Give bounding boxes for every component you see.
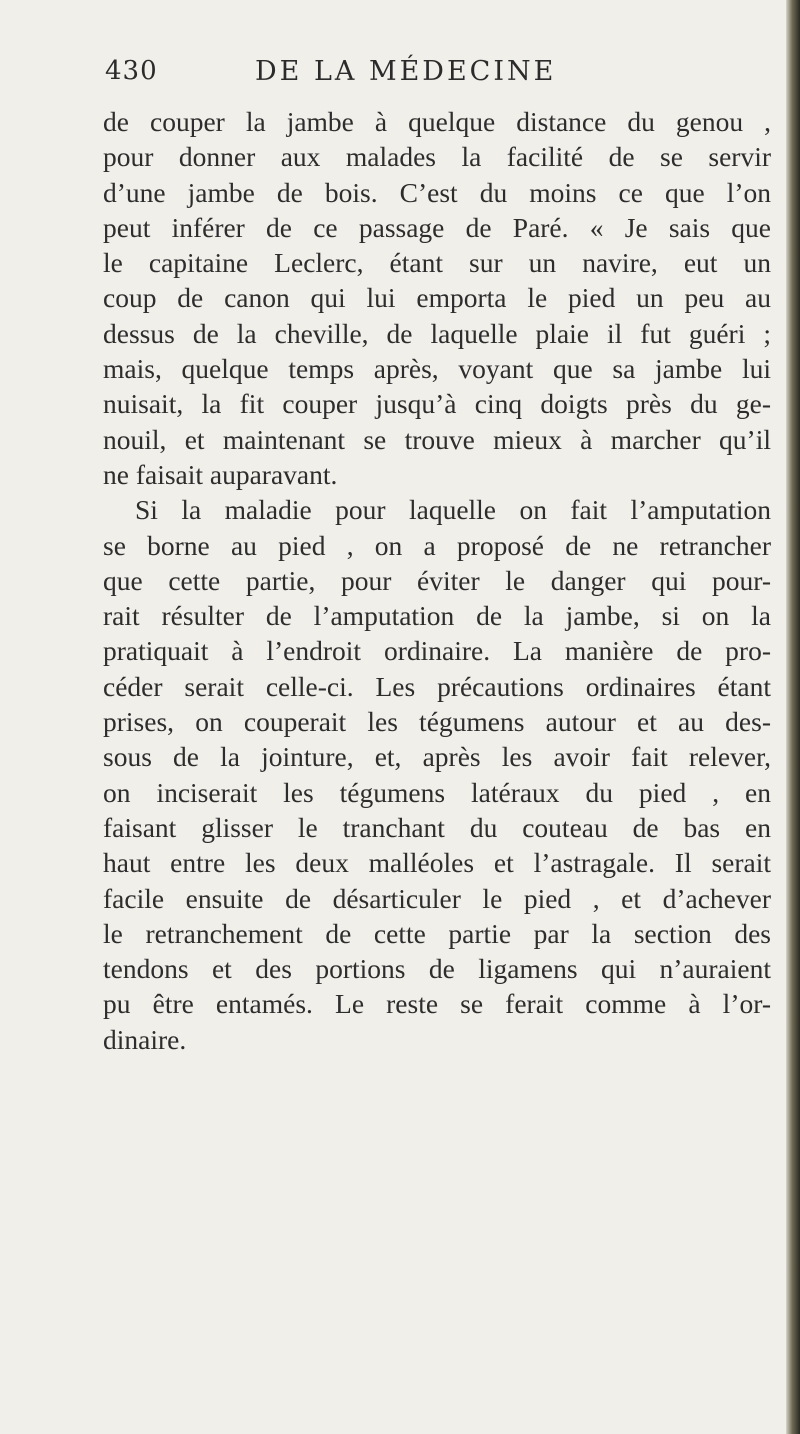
- text-line: se borne au pied , on a proposé de ne retrancher: [103, 529, 771, 561]
- text-line: Si la maladie pour laquelle on fait l’amputation: [135, 494, 771, 526]
- text-line: coup de canon qui lui emporta le pied un peu au: [103, 282, 771, 314]
- text-line: de couper la jambe à quelque distance du genou ,: [103, 106, 771, 137]
- text-line: sous de la jointure, et, après les avoir fait relever,: [103, 741, 771, 773]
- text-line: prises, on couperait les tégumens autour et au des-: [103, 706, 771, 738]
- text-line: nouil, et maintenant se trouve mieux à marcher qu’il: [103, 423, 771, 455]
- paragraph: [103, 104, 771, 492]
- page-binding-edge: [786, 0, 800, 1434]
- text-line: céder serait celle-ci. Les précautions ordinaires étant: [103, 670, 771, 702]
- text-line: tendons et des portions de ligamens qui n’auraient: [103, 953, 771, 985]
- text-line: dessus de la cheville, de laquelle plaie il fut guéri ;: [103, 317, 771, 349]
- text-line: d’une jambe de bois. C’est du moins ce que l’on: [103, 176, 771, 208]
- text-line: pratiquait à l’endroit ordinaire. La manière de pro-: [103, 635, 771, 667]
- text-line: haut entre les deux malléoles et l’astragale. Il serait: [103, 847, 771, 879]
- text-line: faisant glisser le tranchant du couteau de bas en: [103, 811, 771, 843]
- body-text: [103, 104, 771, 1057]
- page-number: 430: [105, 56, 158, 86]
- text-line: mais, quelque temps après, voyant que sa jambe lui: [103, 353, 771, 385]
- text-line: facile ensuite de désarticuler le pied , et d’achever: [103, 882, 771, 914]
- text-line: on inciserait les tégumens latéraux du pied , en: [103, 776, 771, 808]
- text-line: ne faisait auparavant.: [103, 458, 338, 490]
- text-line: le retranchement de cette partie par la section des: [103, 917, 771, 949]
- text-line: rait résulter de l’amputation de la jambe, si on la: [103, 600, 771, 632]
- text-line: dinaire.: [103, 1023, 187, 1055]
- text-line: que cette partie, pour éviter le danger qui pour-: [103, 564, 771, 596]
- text-line: le capitaine Leclerc, étant sur un navire, eut un: [103, 247, 771, 279]
- running-title: DE LA MÉDECINE: [255, 56, 557, 87]
- text-line: peut inférer de ce passage de Paré. « Je sais que: [103, 211, 771, 243]
- text-line: pu être entamés. Le reste se ferait comme à l’or-: [103, 988, 771, 1020]
- paragraph: [103, 492, 771, 1057]
- text-line: nuisait, la fit couper jusqu’à cinq doigts près du ge-: [103, 388, 771, 420]
- page-header: [105, 56, 765, 96]
- text-line: pour donner aux malades la facilité de se servir: [103, 141, 771, 173]
